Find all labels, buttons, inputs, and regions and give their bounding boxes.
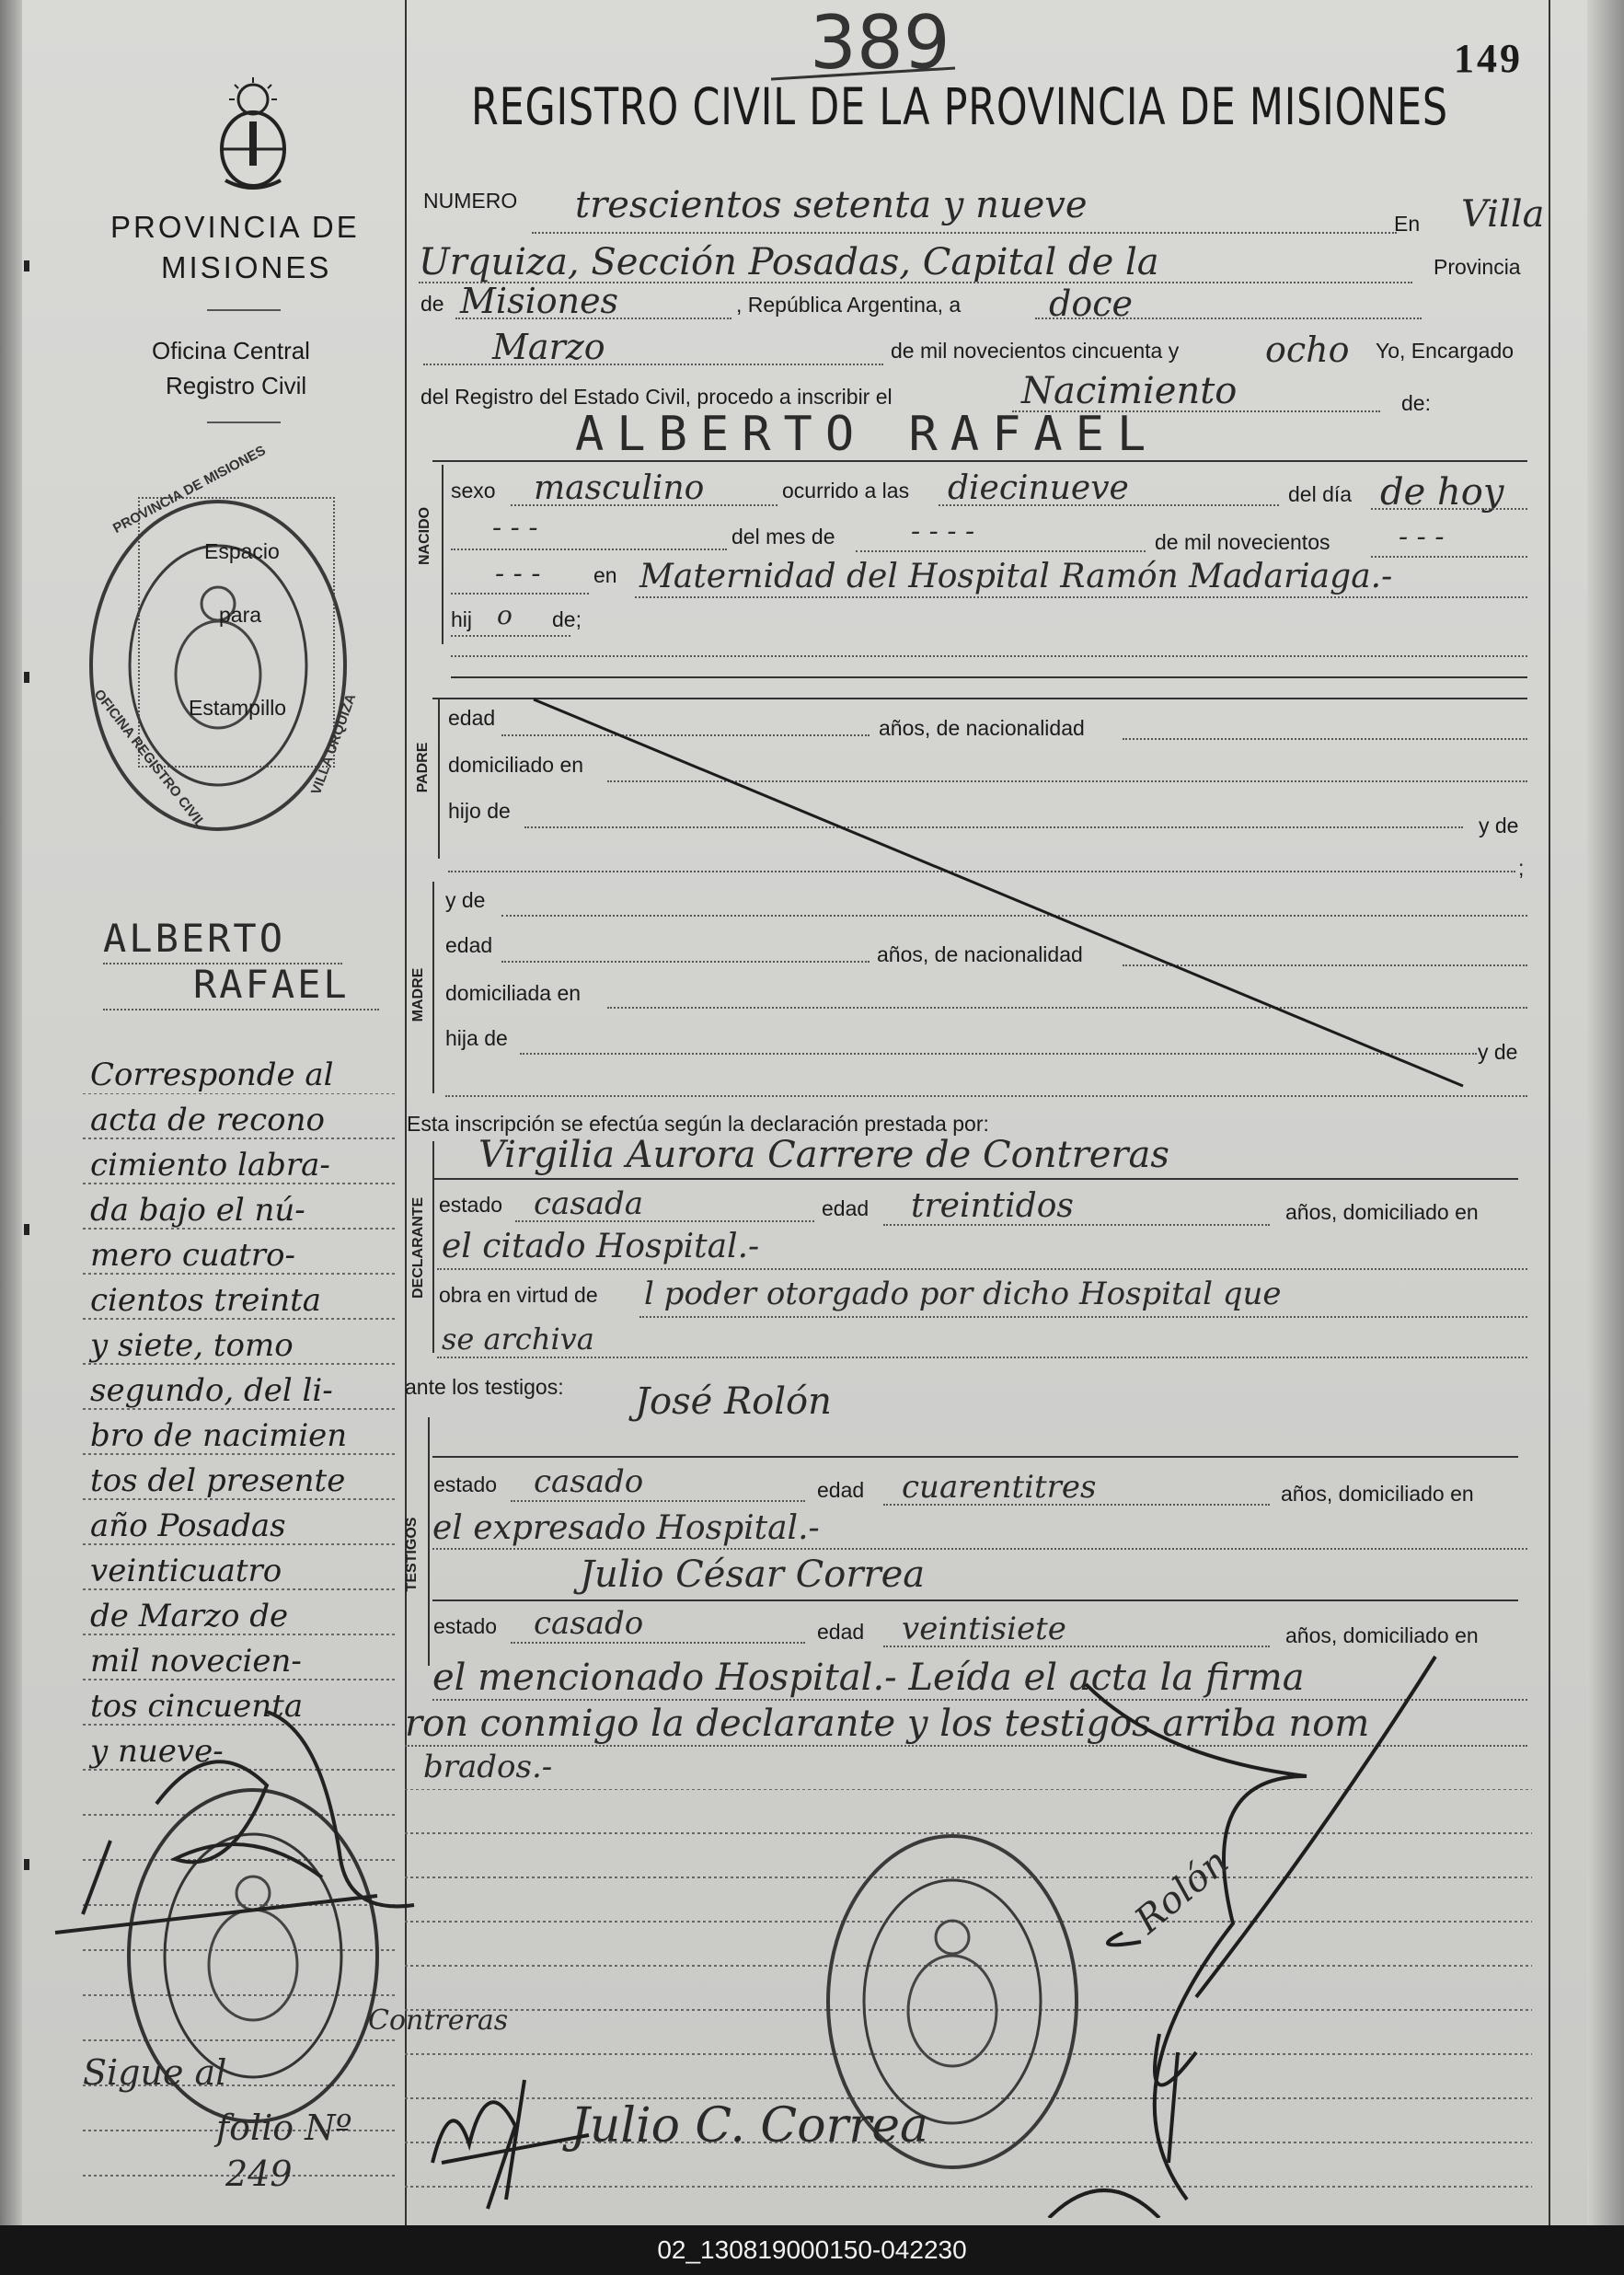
signature-declarante: Contreras <box>368 2004 509 2037</box>
declarante-domicilio-value: el citado Hospital.- <box>442 1228 760 1265</box>
line <box>423 364 883 365</box>
declarante-name: Virgilia Aurora Carrere de Contreras <box>478 1134 1169 1176</box>
month-value: Marzo <box>492 327 605 367</box>
dash2-value: - - - <box>1399 521 1445 553</box>
en-lugar-label: en <box>593 563 617 587</box>
sidebar-name-line2: RAFAEL <box>193 962 350 1007</box>
signature-testigo1: Rolón <box>1127 1840 1238 1943</box>
note-line: mil novecien- <box>90 1643 302 1680</box>
note-line: veinticuatro <box>90 1553 282 1589</box>
signature-testigo2: Julio C. Correa <box>570 2098 929 2154</box>
right-margin-line <box>1549 0 1550 2225</box>
madre-hija-label: hija de <box>445 1026 508 1050</box>
office-name-line2: Registro Civil <box>166 372 307 399</box>
note-line: y nueve- <box>90 1733 224 1770</box>
section-rule <box>451 676 1527 678</box>
de-label: de <box>420 292 444 316</box>
dia-value: de hoy <box>1380 471 1504 514</box>
testigo2-domicilio-value: el mencionado Hospital.- Leída el acta la firma <box>432 1657 1305 1699</box>
padre-edad-label: edad <box>448 706 496 730</box>
declaracion-label: Esta inscripción se efectúa según la declaración prestada por: <box>407 1112 989 1136</box>
year-label: de mil novecientos cincuenta y <box>891 339 1180 363</box>
testigos-side-label: TESTIGOS <box>404 1517 420 1592</box>
note-line: y siete, tomo <box>90 1327 294 1364</box>
note-line: mero cuatro- <box>90 1237 295 1274</box>
madre-yde2-label: y de <box>1478 1040 1518 1064</box>
year-value: ocho <box>1265 329 1350 370</box>
divider <box>207 422 281 423</box>
note-line: de Marzo de <box>90 1598 289 1634</box>
obra-value: l poder otorgado por dicho Hospital que <box>644 1276 1282 1312</box>
madre-yde-label: y de <box>445 888 486 912</box>
seal-text-top: PROVINCIA DE MISIONES <box>110 443 269 537</box>
note-line: acta de recono <box>90 1102 325 1138</box>
line <box>451 593 589 595</box>
child-name: ALBERTO RAFAEL <box>575 407 1159 462</box>
de-semicolon-label: de; <box>552 607 582 631</box>
province-name-line2: MISIONES <box>161 250 332 284</box>
line <box>511 504 777 506</box>
sidebar-name-line1: ALBERTO <box>103 916 286 961</box>
binding-mark <box>24 672 29 683</box>
line <box>635 596 1527 598</box>
hora-value: diecinueve <box>948 469 1129 507</box>
closing-line2: brados.- <box>423 1749 553 1785</box>
line <box>451 635 570 637</box>
line <box>445 1095 1527 1097</box>
madre-side-label: MADRE <box>410 967 426 1022</box>
stamp-box-line3: Estampillo <box>189 696 287 720</box>
section-bracket <box>438 698 440 859</box>
obra-label: obra en virtud de <box>439 1283 598 1307</box>
line <box>939 504 1279 506</box>
page-edge-left <box>0 0 22 2225</box>
sexo-label: sexo <box>451 479 496 502</box>
en-label: En <box>1394 212 1421 236</box>
line <box>856 550 1146 552</box>
line <box>432 1178 1518 1180</box>
line <box>437 1357 1527 1358</box>
declarante-edad-label: edad <box>822 1196 870 1220</box>
de-colon-label: de: <box>1401 391 1431 415</box>
en-value: Villa <box>1461 193 1545 236</box>
padre-semicolon: ; <box>1518 856 1525 880</box>
stamp-box-line2: para <box>219 603 262 627</box>
line <box>1371 508 1527 510</box>
testigo1-edad-value: cuarentitres <box>902 1469 1097 1506</box>
numero-value: trescientos setenta y nueve <box>575 184 1088 226</box>
testigo2-estado-value: casado <box>534 1605 644 1642</box>
madre-domicilio-label: domiciliada en <box>445 981 582 1005</box>
office-name-line1: Oficina Central <box>152 337 310 364</box>
line <box>437 1268 1527 1270</box>
section-bracket <box>432 882 434 1093</box>
hij-value: o <box>497 600 513 630</box>
archiva-value: se archiva <box>442 1322 594 1357</box>
province-name-line1: PROVINCIA DE <box>110 210 360 244</box>
line <box>451 549 727 550</box>
sexo-value: masculino <box>534 469 705 507</box>
line <box>532 232 1397 234</box>
ocurrido-label: ocurrido a las <box>782 479 910 502</box>
divider <box>207 309 281 311</box>
day-value: doce <box>1049 283 1133 324</box>
line <box>432 1548 1527 1550</box>
note-line: Corresponde al <box>90 1057 334 1093</box>
locality-line: Urquiza, Sección Posadas, Capital de la <box>419 241 1159 283</box>
sigue-number: 249 <box>225 2154 293 2194</box>
line <box>515 1220 814 1222</box>
del-dia-label: del día <box>1288 482 1353 506</box>
de-value: Misiones <box>460 281 619 321</box>
acto-value: Nacimiento <box>1021 370 1238 412</box>
testigo2-edad-value: veintisiete <box>902 1611 1066 1647</box>
testigo2-anios-label: años, domiciliado en <box>1285 1623 1479 1647</box>
line <box>432 1599 1518 1601</box>
republica-label: , República Argentina, a <box>736 293 962 317</box>
padre-hijo-label: hijo de <box>448 799 511 823</box>
declarante-estado-label: estado <box>439 1193 503 1217</box>
dash-value: - - - <box>492 512 538 544</box>
line <box>455 318 731 319</box>
sidebar-signature-icon <box>46 1675 432 1951</box>
testigo1-estado-value: casado <box>534 1463 644 1500</box>
page-edge-right <box>1587 0 1624 2225</box>
testigo1-edad-label: edad <box>817 1478 865 1502</box>
note-line: da bajo el nú- <box>90 1192 305 1229</box>
binding-mark <box>24 1224 29 1235</box>
line <box>511 1500 805 1502</box>
madre-anios-label: años, de nacionalidad <box>877 942 1083 966</box>
numero-label: NUMERO <box>423 189 518 213</box>
closing-line1: ron conmigo la declarante y los testigos arriba nom <box>405 1703 1370 1745</box>
note-line: bro de nacimien <box>90 1417 348 1454</box>
note-line: segundo, del li- <box>90 1372 333 1409</box>
line <box>1371 556 1527 558</box>
padre-yde-label: y de <box>1479 814 1519 837</box>
testigo1-domicilio-value: el expresado Hospital.- <box>432 1509 820 1547</box>
scan-footer: 02_130819000150-042230 <box>0 2225 1624 2275</box>
binding-mark <box>24 260 29 271</box>
dash3-value: - - - <box>495 558 541 590</box>
line <box>883 1504 1270 1506</box>
note-line: año Posadas <box>90 1507 286 1544</box>
strikethrough-line <box>524 690 1481 1095</box>
declarante-anios-label: años, domiciliado en <box>1285 1200 1479 1224</box>
line <box>1035 318 1422 319</box>
line <box>432 1456 1518 1458</box>
sigue-line1: Sigue al <box>83 2052 227 2093</box>
nacido-side-label: NACIDO <box>417 506 432 565</box>
padre-side-label: PADRE <box>415 742 431 793</box>
testigo1-name: José Rolón <box>635 1380 832 1423</box>
line <box>511 1642 805 1644</box>
del-mes-label: del mes de <box>731 525 835 549</box>
madre-edad-label: edad <box>445 933 493 957</box>
testigo1-anios-label: años, domiciliado en <box>1281 1482 1474 1506</box>
testigo1-estado-label: estado <box>433 1472 498 1496</box>
line <box>103 1009 379 1010</box>
note-line: cimiento labra- <box>90 1147 330 1184</box>
note-line: tos del presente <box>90 1462 346 1499</box>
line <box>883 1224 1270 1226</box>
yo-encargado-label: Yo, Encargado <box>1376 339 1515 363</box>
seal-text-side: VILLA URQUIZA <box>308 691 360 797</box>
de-mil-label: de mil novecientos <box>1155 530 1330 554</box>
line <box>451 655 1527 657</box>
signature-scribbles-icon <box>405 1647 1527 2218</box>
page-title: REGISTRO CIVIL DE LA PROVINCIA DE MISIONES <box>471 77 1448 136</box>
hij-label: hij <box>451 607 473 631</box>
note-line: tos cincuenta <box>90 1688 304 1725</box>
declarante-edad-value: treintidos <box>911 1187 1074 1225</box>
sigue-line2: folio Nº <box>216 2108 352 2148</box>
declarante-side-label: DECLARANTE <box>410 1196 426 1299</box>
testigo2-edad-label: edad <box>817 1620 865 1644</box>
coat-of-arms-icon <box>207 74 299 193</box>
registro-label: del Registro del Estado Civil, procedo a inscribir el <box>420 385 893 409</box>
testigo2-estado-label: estado <box>433 1614 498 1638</box>
testigos-label: ante los testigos: <box>405 1375 564 1399</box>
section-bracket <box>428 1417 430 1666</box>
mes-dash: - - - - <box>911 515 975 548</box>
padre-domicilio-label: domiciliado en <box>448 753 584 777</box>
lugar-value: Maternidad del Hospital Ramón Madariaga.- <box>639 558 1393 595</box>
section-bracket <box>432 1141 434 1353</box>
testigo2-name: Julio César Correa <box>580 1553 926 1596</box>
note-line: cientos treinta <box>90 1282 322 1319</box>
section-bracket <box>442 465 443 644</box>
folio-number: 149 <box>1454 36 1523 81</box>
name-underline <box>432 460 1527 462</box>
line <box>639 1316 1527 1318</box>
stamp-box-line1: Espacio <box>204 539 280 563</box>
provincia-label: Provincia <box>1434 255 1521 279</box>
seal-text-bottom: OFICINA REGISTRO CIVIL <box>90 687 209 832</box>
act-number-handwritten: 389 <box>810 0 950 86</box>
binding-mark <box>24 1859 29 1870</box>
padre-anios-label: años, de nacionalidad <box>879 716 1085 740</box>
declarante-estado-value: casada <box>534 1185 644 1222</box>
